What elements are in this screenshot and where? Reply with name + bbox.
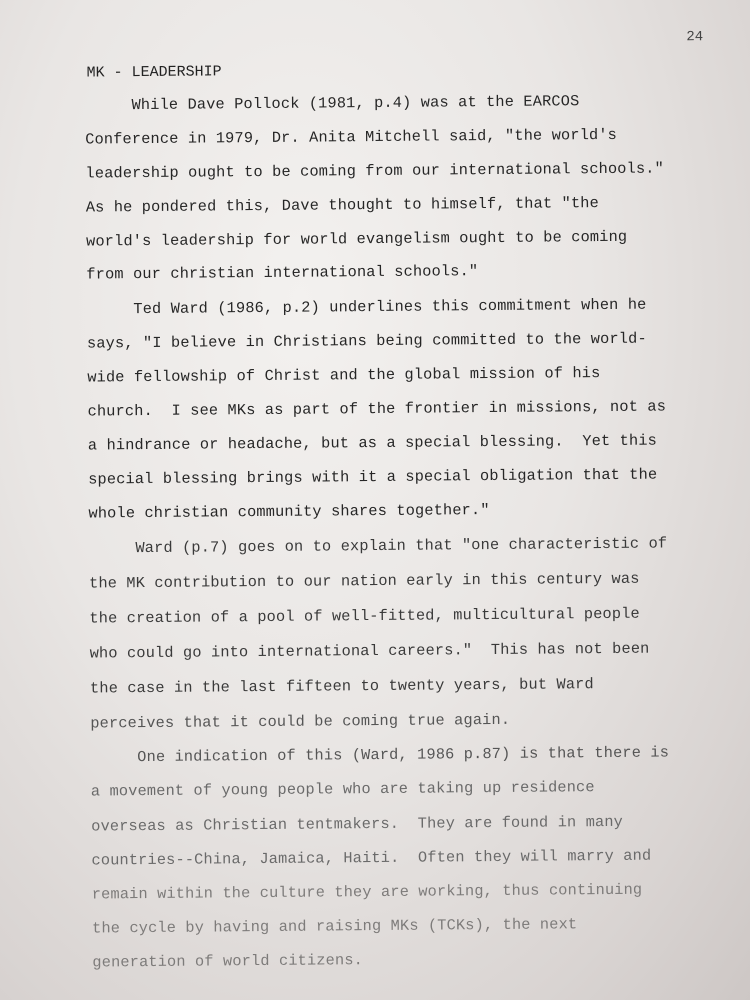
text-line: generation of world citizens. xyxy=(92,951,364,972)
text-line: leadership ought to be coming from our international schools." xyxy=(85,159,664,183)
text-line: Conference in 1979, Dr. Anita Mitchell said, "the world's xyxy=(85,125,618,149)
text-line: from our christian international schools." xyxy=(86,262,479,284)
text-line: countries--China, Jamaica, Haiti. Often they will marry and xyxy=(91,846,652,870)
page-number: 24 xyxy=(686,29,704,46)
text-line: As he pondered this, Dave thought to himself, that "the xyxy=(85,194,599,217)
text-line: the case in the last fifteen to twenty years, but Ward xyxy=(89,675,594,698)
text-line: who could go into international careers." This has not been xyxy=(89,639,650,663)
text-line: world's leadership for world evangelism ought to be coming xyxy=(86,227,628,251)
text-line: says, "I believe in Christians being committed to the world- xyxy=(86,329,647,353)
text-line: perceives that it could be coming true again. xyxy=(90,710,511,733)
text-line: the MK contribution to our nation early in this century was xyxy=(89,569,640,593)
text-line: Ted Ward (1986, p.2) underlines this commitment when he xyxy=(86,295,647,319)
text-line: Ward (p.7) goes on to explain that "one characteristic of xyxy=(88,534,668,558)
text-line: the cycle by having and raising MKs (TCKs), the next xyxy=(92,915,578,938)
text-line: One indication of this (Ward, 1986 p.87) is that there is xyxy=(90,743,670,767)
text-line: remain within the culture they are working, thus continuing xyxy=(91,880,643,904)
text-line: the creation of a pool of well-fitted, multicultural people xyxy=(89,604,640,628)
text-line: overseas as Christian tentmakers. They are found in many xyxy=(91,812,624,836)
text-line: whole christian community shares together." xyxy=(88,501,490,523)
text-line: church. I see MKs as part of the frontier in missions, not as xyxy=(87,397,667,421)
text-line: a movement of young people who are taking up residence xyxy=(90,778,595,801)
text-line: wide fellowship of Christ and the global mission of his xyxy=(87,364,601,387)
section-heading: MK - LEADERSHIP xyxy=(86,63,222,82)
text-line: a hindrance or headache, but as a special blessing. Yet this xyxy=(87,431,658,455)
text-line: While Dave Pollock (1981, p.4) was at the EARCOS xyxy=(84,92,580,115)
text-line: special blessing brings with it a special obligation that the xyxy=(88,465,658,489)
